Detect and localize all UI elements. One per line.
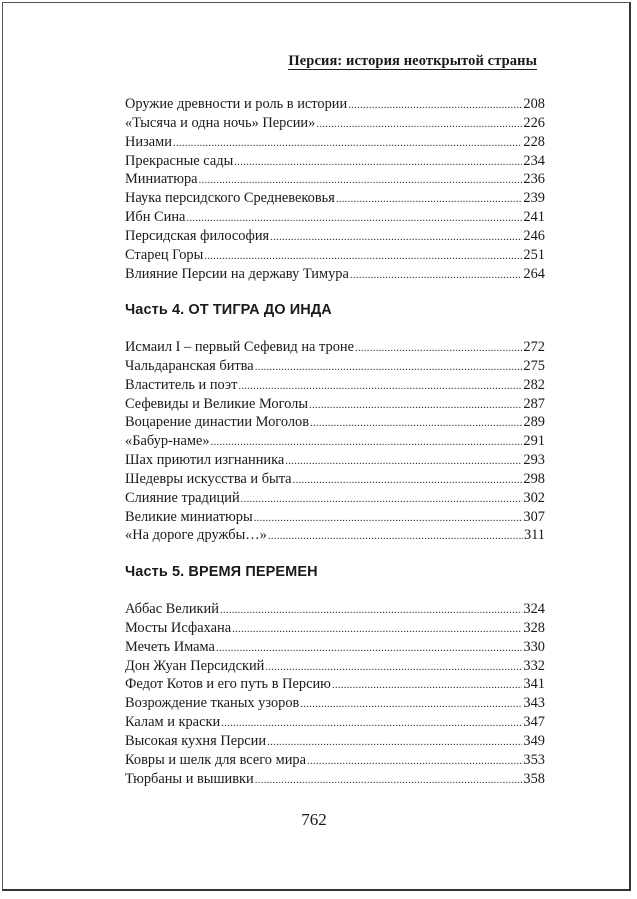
toc-entry-title: Чальдаранская битва (125, 357, 254, 374)
toc-leader-dots (173, 134, 522, 153)
toc-entry-title: Дон Жуан Персидский (125, 657, 265, 674)
toc-entry (125, 413, 545, 432)
toc-entry (125, 657, 545, 676)
toc-entry-page: 332 (523, 657, 545, 674)
toc-leader-dots (270, 228, 522, 247)
toc-entry-title: Возрождение тканых узоров (125, 695, 300, 712)
toc-entry-title: Наука персидского Средневековья (125, 190, 335, 207)
toc-entry (125, 508, 545, 527)
toc-entry-title: «На дороге дружбы…» (125, 527, 267, 544)
toc-entry-page: 328 (523, 619, 545, 636)
toc-entry (125, 526, 545, 545)
toc-entry (125, 470, 545, 489)
toc-entry-page: 349 (523, 732, 545, 749)
toc-entry-page: 236 (523, 171, 545, 188)
toc-leader-dots (186, 209, 522, 228)
toc-entry-page: 324 (523, 601, 545, 617)
toc-part-5 (125, 600, 545, 788)
toc-entry-page: 307 (523, 508, 545, 525)
toc-entry-title: Персидская философия (125, 227, 270, 244)
book-page (2, 2, 631, 891)
toc-entry-title: Мосты Исфахана (125, 619, 232, 636)
toc-entry (125, 357, 545, 376)
toc-entry-title: Тюрбаны и вышивки (125, 770, 254, 787)
toc-leader-dots (265, 658, 522, 677)
toc-entry-title: Калам и краски (125, 714, 221, 731)
toc-entry-title: Воцарение династии Моголов (125, 414, 309, 431)
toc-entry-page: 302 (523, 489, 545, 506)
toc-leader-dots (221, 714, 522, 733)
toc-entry-title: Великие миниатюры (125, 508, 253, 525)
toc-entry-page: 291 (523, 433, 545, 450)
toc-entry-page: 275 (523, 357, 545, 374)
toc-entry (125, 133, 545, 152)
toc-entry (125, 619, 545, 638)
toc-entry-page: 358 (523, 770, 545, 787)
toc-entry (125, 489, 545, 508)
toc-leader-dots (348, 96, 522, 115)
toc-leader-dots (199, 171, 523, 190)
toc-entry-page: 246 (523, 227, 545, 244)
toc-leader-dots (268, 527, 523, 546)
toc-entry (125, 451, 545, 470)
toc-entry (125, 265, 545, 284)
toc-entry (125, 694, 545, 713)
toc-entry (125, 170, 545, 189)
toc-entry-page: 353 (523, 751, 545, 768)
toc-entry-page: 264 (523, 265, 545, 282)
toc-entry (125, 208, 545, 227)
toc-entry-page: 298 (523, 470, 545, 487)
toc-entry-page: 241 (523, 209, 545, 226)
toc-entry (125, 675, 545, 694)
toc-entry-title: Высокая кухня Персии (125, 732, 267, 749)
toc-entry-title: Федот Котов и его путь в Персию (125, 676, 331, 693)
toc-entry-title: Мечеть Имама (125, 638, 215, 655)
toc-entry-page: 208 (523, 96, 545, 112)
toc-entry (125, 246, 545, 265)
toc-leader-dots (300, 695, 522, 714)
toc-entry-page: 251 (523, 246, 545, 263)
toc-entry (125, 600, 545, 619)
toc-leader-dots (310, 414, 522, 433)
toc-entry-title: Шах приютил изгнанника (125, 452, 285, 469)
toc-entry-page: 272 (523, 339, 545, 355)
toc-entry (125, 376, 545, 395)
toc-entry-page: 226 (523, 114, 545, 131)
toc-leader-dots (336, 190, 523, 209)
toc-entry-page: 330 (523, 638, 545, 655)
toc-leader-dots (355, 339, 522, 358)
toc-entry-title: «Тысяча и одна ночь» Персии» (125, 114, 316, 131)
running-head: Персия: история неоткрытой страны (288, 53, 537, 69)
toc-leader-dots (204, 247, 522, 266)
toc-entry-title: Оружие древности и роль в истории (125, 96, 348, 112)
toc-entry (125, 713, 545, 732)
toc-leader-dots (285, 452, 522, 471)
toc-entry (125, 732, 545, 751)
toc-entry (125, 395, 545, 414)
toc-entry (125, 432, 545, 451)
toc-leader-dots (232, 620, 522, 639)
toc-section-a (125, 95, 545, 283)
part-4-heading: Часть 4. ОТ ТИГРА ДО ИНДА (125, 302, 332, 318)
toc-entry-page: 347 (523, 714, 545, 731)
toc-leader-dots (316, 115, 522, 134)
toc-entry-title: Исмаил I – первый Сефевид на троне (125, 339, 354, 355)
toc-entry-page: 234 (523, 152, 545, 169)
toc-entry (125, 114, 545, 133)
toc-leader-dots (255, 771, 523, 790)
toc-leader-dots (216, 639, 523, 658)
toc-entry-title: Влияние Персии на державу Тимура (125, 265, 349, 282)
toc-leader-dots (234, 153, 522, 172)
toc-leader-dots (293, 471, 523, 490)
toc-entry (125, 638, 545, 657)
toc-leader-dots (350, 266, 523, 285)
toc-entry-page: 239 (523, 190, 545, 207)
toc-leader-dots (309, 396, 522, 415)
toc-entry (125, 338, 545, 357)
toc-entry-page: 287 (523, 395, 545, 412)
toc-entry-page: 282 (523, 376, 545, 393)
toc-entry-page: 228 (523, 133, 545, 150)
toc-leader-dots (267, 733, 522, 752)
toc-leader-dots (255, 358, 523, 377)
toc-leader-dots (332, 676, 522, 695)
toc-entry (125, 770, 545, 789)
toc-entry-title: «Бабур-наме» (125, 433, 210, 450)
toc-entry-title: Шедевры искусства и быта (125, 470, 292, 487)
toc-entry-title: Властитель и поэт (125, 376, 238, 393)
toc-entry (125, 95, 545, 114)
toc-entry (125, 189, 545, 208)
toc-entry-title: Сефевиды и Великие Моголы (125, 395, 309, 412)
toc-entry-title: Ковры и шелк для всего мира (125, 751, 306, 768)
toc-entry (125, 751, 545, 770)
toc-leader-dots (238, 377, 522, 396)
toc-entry-page: 343 (523, 695, 545, 712)
part-5-heading: Часть 5. ВРЕМЯ ПЕРЕМЕН (125, 564, 318, 580)
toc-entry-title: Аббас Великий (125, 601, 219, 617)
toc-entry-title: Миниатюра (125, 171, 198, 188)
toc-entry-title: Низами (125, 133, 172, 150)
toc-leader-dots (254, 509, 523, 528)
toc-entry-page: 289 (523, 414, 545, 431)
toc-leader-dots (241, 490, 523, 509)
toc-leader-dots (211, 433, 523, 452)
toc-entry-title: Слияние традиций (125, 489, 240, 506)
toc-part-4 (125, 338, 545, 545)
toc-entry-page: 341 (523, 676, 545, 693)
toc-entry-title: Прекрасные сады (125, 152, 234, 169)
toc-leader-dots (307, 752, 522, 771)
toc-entry-page: 311 (523, 527, 545, 544)
toc-leader-dots (220, 601, 522, 620)
toc-entry-title: Ибн Сина (125, 209, 186, 226)
toc-entry (125, 227, 545, 246)
toc-entry-page: 293 (523, 452, 545, 469)
page-number: 762 (301, 810, 327, 829)
toc-entry (125, 152, 545, 171)
toc-entry-title: Старец Горы (125, 246, 204, 263)
